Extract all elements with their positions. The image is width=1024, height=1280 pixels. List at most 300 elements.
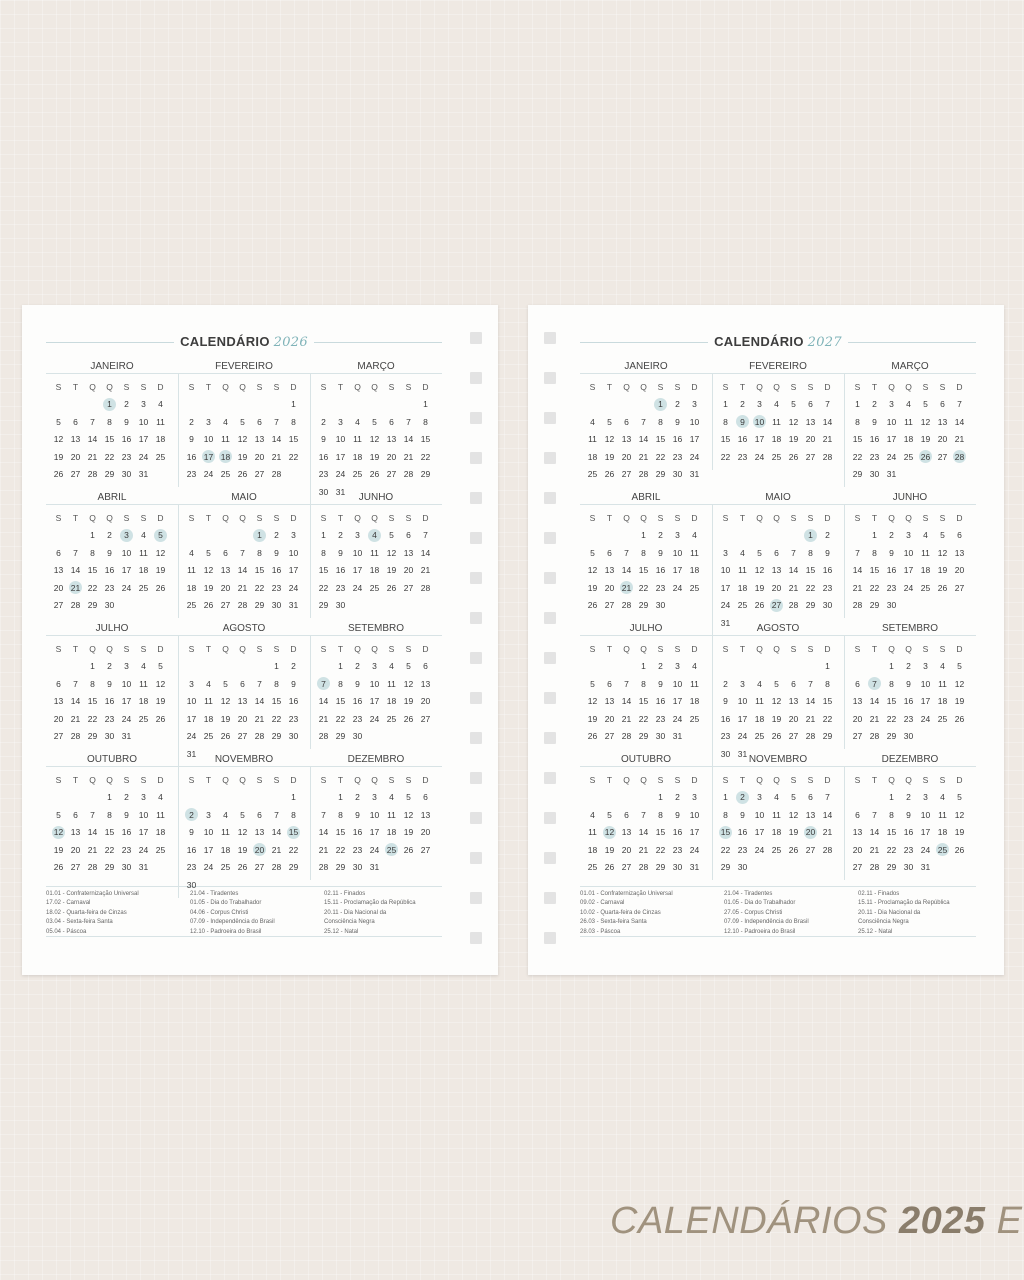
day: 28 — [403, 469, 414, 480]
month-block — [310, 360, 442, 497]
day: 5 — [774, 678, 779, 689]
day: 10 — [369, 809, 380, 820]
day: 24 — [720, 600, 731, 611]
day: 17 — [352, 565, 363, 576]
day: 15 — [335, 696, 346, 707]
day: 17 — [754, 827, 765, 838]
day: 11 — [387, 678, 396, 689]
punch-hole — [544, 572, 556, 584]
weekday-label: S — [405, 381, 412, 392]
day: 28 — [869, 862, 880, 873]
day: 3 — [291, 530, 296, 541]
day: 29 — [318, 600, 329, 611]
weekday-label: S — [273, 381, 280, 392]
empty-cell — [717, 658, 734, 676]
day: 6 — [791, 678, 796, 689]
weekday-label: Q — [905, 381, 912, 392]
day: 17 — [886, 434, 897, 445]
day: 26 — [386, 582, 397, 593]
weekday-label: Q — [89, 774, 96, 785]
day: 5 — [957, 661, 962, 672]
weekday-label: S — [807, 774, 814, 785]
day: 4 — [940, 661, 945, 672]
weekday-label: T — [739, 381, 746, 392]
day: 24 — [689, 451, 700, 462]
month-name: MARÇO — [310, 360, 442, 374]
day: 12 — [403, 678, 414, 689]
day: 19 — [954, 827, 965, 838]
day: 8 — [808, 547, 813, 558]
month-block — [580, 622, 712, 753]
month-name: JUNHO — [844, 491, 976, 505]
day: 28 — [822, 844, 833, 855]
day: 25 — [203, 731, 214, 742]
day: 5 — [791, 399, 796, 410]
day: 26 — [954, 713, 965, 724]
weekday-label: D — [422, 774, 429, 785]
day: 19 — [788, 827, 799, 838]
day: 10 — [672, 547, 683, 558]
day: 29 — [254, 600, 265, 611]
day: 8 — [825, 678, 830, 689]
weekday-label: S — [55, 643, 62, 654]
day: 31 — [288, 600, 299, 611]
day: 27 — [604, 731, 615, 742]
month-name: JUNHO — [310, 491, 442, 505]
holiday-column — [858, 890, 976, 937]
day: 24 — [903, 582, 914, 593]
weekday-label: T — [72, 381, 79, 392]
weekday-label: D — [290, 381, 297, 392]
day: 19 — [587, 582, 598, 593]
empty-cell — [234, 527, 251, 545]
day: 26 — [604, 862, 615, 873]
day: 19 — [386, 565, 397, 576]
day: 2 — [675, 792, 680, 803]
day: 22 — [288, 844, 299, 855]
empty-cell — [251, 789, 268, 807]
day: 14 — [638, 434, 649, 445]
day: 8 — [321, 547, 326, 558]
day: 9 — [825, 547, 830, 558]
day: 23 — [672, 844, 683, 855]
day: 11 — [353, 434, 362, 445]
day: 2 — [124, 792, 129, 803]
day: 9 — [355, 678, 360, 689]
day: 27 — [403, 582, 414, 593]
punch-hole — [544, 772, 556, 784]
weekday-label: S — [320, 643, 327, 654]
day: 15 — [254, 565, 265, 576]
day: 30 — [121, 469, 132, 480]
weekday-label: D — [290, 774, 297, 785]
day: 10 — [754, 809, 765, 820]
day: 20 — [403, 565, 414, 576]
empty-cell — [200, 658, 217, 676]
day: 9 — [658, 678, 663, 689]
empty-cell — [217, 396, 234, 414]
day: 11 — [139, 678, 148, 689]
day: 19 — [771, 713, 782, 724]
day: 19 — [754, 582, 765, 593]
punch-hole — [544, 332, 556, 344]
month-name: AGOSTO — [712, 622, 844, 636]
weekday-label: D — [422, 512, 429, 523]
weekday-label: S — [320, 381, 327, 392]
weekday-label: S — [273, 643, 280, 654]
day: 3 — [206, 809, 211, 820]
day: 23 — [271, 582, 282, 593]
day: 29 — [720, 862, 731, 873]
day: 19 — [155, 565, 166, 576]
day: 3 — [338, 416, 343, 427]
day: 29 — [886, 862, 897, 873]
day: 20 — [70, 844, 81, 855]
day: 25 — [220, 469, 231, 480]
holiday-day: 15 — [288, 827, 299, 838]
day: 2 — [291, 661, 296, 672]
day: 2 — [107, 530, 112, 541]
day: 7 — [321, 809, 326, 820]
day: 28 — [271, 469, 282, 480]
day: 11 — [588, 827, 597, 838]
weekday-label: S — [256, 774, 263, 785]
day: 11 — [772, 416, 781, 427]
day: 31 — [121, 731, 132, 742]
day: 23 — [903, 713, 914, 724]
day: 20 — [771, 582, 782, 593]
day: 14 — [318, 696, 329, 707]
month-block — [178, 622, 310, 759]
day: 12 — [954, 809, 965, 820]
day: 23 — [186, 469, 197, 480]
day: 26 — [788, 451, 799, 462]
holiday-day: 18 — [220, 451, 231, 462]
day: 8 — [107, 809, 112, 820]
day: 29 — [805, 600, 816, 611]
day-grid — [178, 505, 310, 618]
day: 8 — [723, 809, 728, 820]
day: 24 — [335, 469, 346, 480]
day: 1 — [423, 399, 428, 410]
day: 21 — [271, 844, 282, 855]
empty-cell — [268, 789, 285, 807]
empty-cell — [635, 396, 652, 414]
day: 18 — [138, 565, 149, 576]
day: 4 — [757, 678, 762, 689]
day: 18 — [155, 827, 166, 838]
day: 3 — [372, 792, 377, 803]
day: 9 — [189, 434, 194, 445]
day: 12 — [237, 434, 248, 445]
month-name: DEZEMBRO — [844, 753, 976, 767]
day-grid — [580, 767, 712, 880]
day: 16 — [318, 451, 329, 462]
day: 7 — [423, 530, 428, 541]
day: 20 — [604, 713, 615, 724]
day: 5 — [406, 792, 411, 803]
day: 12 — [203, 565, 214, 576]
day: 27 — [254, 862, 265, 873]
day: 19 — [403, 696, 414, 707]
holiday-day: 1 — [251, 527, 268, 545]
day: 11 — [738, 565, 747, 576]
day: 21 — [403, 451, 414, 462]
punch-hole — [470, 572, 482, 584]
weekday-label: Q — [239, 512, 246, 523]
day: 27 — [420, 844, 431, 855]
day: 23 — [720, 731, 731, 742]
day: 13 — [403, 547, 414, 558]
day: 27 — [621, 862, 632, 873]
day: 11 — [139, 547, 148, 558]
day: 11 — [387, 809, 396, 820]
day: 16 — [737, 827, 748, 838]
month-name: JANEIRO — [580, 360, 712, 374]
day: 9 — [321, 434, 326, 445]
day: 10 — [138, 809, 149, 820]
day: 25 — [138, 713, 149, 724]
day: 13 — [220, 565, 231, 576]
day: 14 — [87, 827, 98, 838]
day: 11 — [187, 565, 196, 576]
weekday-label: Q — [640, 643, 647, 654]
weekday-label: S — [388, 774, 395, 785]
day: 2 — [825, 530, 830, 541]
weekday-label: S — [140, 512, 147, 523]
day-grid — [580, 636, 712, 749]
weekday-label: Q — [371, 643, 378, 654]
day-grid — [712, 636, 844, 767]
day: 31 — [689, 469, 700, 480]
weekday-label: S — [657, 381, 664, 392]
calendar-title-row — [46, 331, 442, 353]
punch-holes — [544, 332, 556, 944]
punch-hole — [470, 772, 482, 784]
day: 15 — [822, 696, 833, 707]
day: 11 — [772, 809, 781, 820]
day: 26 — [53, 469, 64, 480]
holiday-entry: 17.02 - Carnaval — [46, 900, 91, 907]
month-block — [580, 491, 712, 622]
day: 19 — [937, 565, 948, 576]
weekday-label: Q — [222, 381, 229, 392]
day: 4 — [940, 792, 945, 803]
day: 1 — [291, 399, 296, 410]
day: 6 — [389, 416, 394, 427]
empty-cell — [618, 658, 635, 676]
weekday-label: S — [140, 774, 147, 785]
day: 8 — [338, 809, 343, 820]
holiday-entry: 03.04 - Sexta-feira Santa — [46, 919, 113, 926]
holiday-day: 10 — [754, 416, 765, 427]
day: 30 — [104, 600, 115, 611]
day: 19 — [53, 844, 64, 855]
day: 22 — [720, 844, 731, 855]
day: 25 — [138, 582, 149, 593]
day: 3 — [141, 792, 146, 803]
day: 15 — [720, 434, 731, 445]
day: 4 — [692, 530, 697, 541]
month-name: FEVEREIRO — [178, 360, 310, 374]
day: 14 — [621, 696, 632, 707]
holiday-entry: 09.02 - Carnaval — [580, 900, 625, 907]
holiday-day: 7 — [315, 675, 332, 693]
day: 27 — [420, 713, 431, 724]
day: 4 — [206, 678, 211, 689]
holiday-day: 20 — [805, 827, 816, 838]
empty-cell — [67, 396, 84, 414]
day: 16 — [271, 565, 282, 576]
day: 20 — [805, 434, 816, 445]
day: 8 — [723, 416, 728, 427]
day: 6 — [223, 547, 228, 558]
weekday-label: Q — [640, 512, 647, 523]
day: 3 — [740, 678, 745, 689]
caption: CALENDÁRIOS 2025 E — [610, 1200, 1023, 1242]
day-grid — [310, 374, 442, 505]
weekday-label: D — [956, 381, 963, 392]
day: 13 — [771, 565, 782, 576]
day: 27 — [954, 582, 965, 593]
weekday-label: S — [388, 512, 395, 523]
day: 2 — [906, 792, 911, 803]
day: 12 — [369, 434, 380, 445]
weekday-label: D — [691, 512, 698, 523]
holiday-entry: 21.04 - Tiradentes — [190, 891, 239, 897]
day: 22 — [87, 713, 98, 724]
day: 2 — [338, 530, 343, 541]
day: 13 — [805, 416, 816, 427]
day: 31 — [138, 862, 149, 873]
empty-cell — [849, 789, 866, 807]
weekday-label: S — [140, 643, 147, 654]
day: 22 — [87, 582, 98, 593]
weekday-label: T — [739, 512, 746, 523]
day: 25 — [903, 451, 914, 462]
calendar-title-row — [580, 331, 976, 353]
day: 2 — [675, 399, 680, 410]
day: 29 — [420, 469, 431, 480]
day: 29 — [288, 862, 299, 873]
month-name: MAIO — [712, 491, 844, 505]
weekday-label: S — [123, 643, 130, 654]
day: 18 — [689, 696, 700, 707]
weekday-label: Q — [623, 774, 630, 785]
day: 3 — [189, 678, 194, 689]
day: 10 — [121, 547, 132, 558]
day: 5 — [240, 809, 245, 820]
weekday-label: T — [337, 381, 344, 392]
day: 28 — [621, 600, 632, 611]
day: 7 — [825, 399, 830, 410]
day: 8 — [423, 416, 428, 427]
day: 17 — [121, 696, 132, 707]
day: 13 — [70, 827, 81, 838]
holiday-day: 7 — [866, 675, 883, 693]
weekday-label: Q — [354, 512, 361, 523]
day: 7 — [872, 809, 877, 820]
day: 10 — [186, 696, 197, 707]
day: 27 — [70, 862, 81, 873]
holiday-day: 5 — [152, 527, 169, 545]
day: 8 — [291, 809, 296, 820]
day: 4 — [923, 530, 928, 541]
day: 27 — [937, 451, 948, 462]
day: 31 — [672, 731, 683, 742]
month-block — [178, 753, 310, 890]
day: 8 — [855, 416, 860, 427]
weekday-label: S — [55, 512, 62, 523]
day: 30 — [655, 600, 666, 611]
weekday-label: Q — [354, 774, 361, 785]
day: 26 — [587, 600, 598, 611]
day: 22 — [720, 451, 731, 462]
day: 4 — [590, 416, 595, 427]
day: 5 — [223, 678, 228, 689]
weekday-label: Q — [354, 381, 361, 392]
weekday-label: S — [722, 643, 729, 654]
punch-hole — [470, 692, 482, 704]
day: 31 — [886, 469, 897, 480]
day: 14 — [271, 434, 282, 445]
day: 24 — [369, 844, 380, 855]
day: 23 — [121, 844, 132, 855]
weekday-label: T — [871, 774, 878, 785]
day: 26 — [237, 862, 248, 873]
empty-cell — [751, 658, 768, 676]
day: 25 — [352, 469, 363, 480]
day: 6 — [56, 678, 61, 689]
empty-cell — [584, 789, 601, 807]
day: 23 — [886, 582, 897, 593]
day: 25 — [369, 582, 380, 593]
calendar-year: 2026 — [273, 335, 308, 350]
holiday-day: 12 — [604, 827, 615, 838]
day: 3 — [757, 792, 762, 803]
day: 5 — [757, 547, 762, 558]
day: 14 — [822, 416, 833, 427]
empty-cell — [601, 789, 618, 807]
day: 3 — [906, 530, 911, 541]
empty-cell — [183, 527, 200, 545]
day: 31 — [737, 748, 748, 759]
punch-hole — [544, 612, 556, 624]
day: 2 — [355, 792, 360, 803]
empty-cell — [768, 658, 785, 676]
day: 12 — [386, 547, 397, 558]
month-name: DEZEMBRO — [310, 753, 442, 767]
day: 13 — [604, 696, 615, 707]
day: 2 — [723, 678, 728, 689]
weekday-label: Q — [106, 643, 113, 654]
day: 9 — [740, 809, 745, 820]
day-grid — [844, 636, 976, 749]
month-name: JANEIRO — [46, 360, 178, 374]
day: 12 — [53, 434, 64, 445]
holiday-column — [324, 890, 442, 937]
weekday-label: T — [205, 643, 212, 654]
day: 4 — [158, 399, 163, 410]
day: 30 — [903, 731, 914, 742]
day: 12 — [155, 547, 166, 558]
day: 16 — [672, 827, 683, 838]
day: 25 — [386, 713, 397, 724]
day: 7 — [240, 547, 245, 558]
day: 7 — [406, 416, 411, 427]
weekday-label: T — [205, 381, 212, 392]
day: 11 — [156, 416, 165, 427]
